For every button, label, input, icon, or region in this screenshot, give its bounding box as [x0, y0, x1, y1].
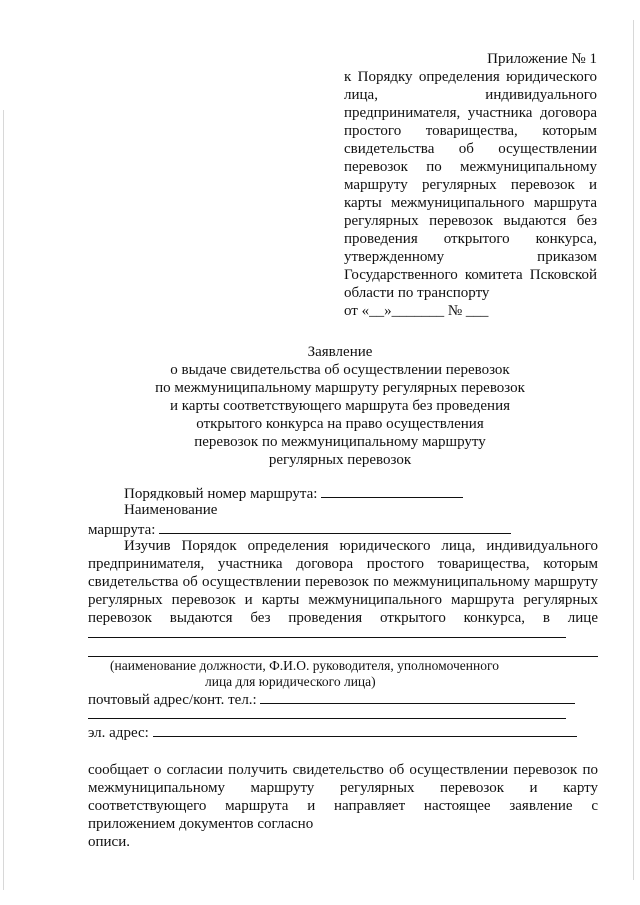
appendix-order-reference: от «__»_______ № ___ [344, 303, 489, 319]
postal-address-row [88, 689, 575, 709]
route-name-label-cont: маршрута: [88, 522, 156, 538]
body-line: свидетельства об осуществлении перевозок по межмуниципальному маршруту [88, 574, 598, 590]
email-field[interactable] [153, 722, 577, 737]
body-line: Изучив Порядок определения юридического лица, индивидуального [124, 538, 598, 554]
route-number-row [124, 483, 463, 503]
postal-address-label: почтовый адрес/конт. тел.: [88, 692, 257, 708]
route-name-row [88, 519, 511, 539]
statement-title: Заявление [307, 344, 373, 360]
consent-line: сообщает о согласии получить свидетельство об осуществлении перевозок по [88, 762, 598, 778]
statement-subtitle-line: регулярных перевозок [268, 452, 412, 468]
consent-paragraph [88, 761, 598, 851]
body-paragraph [88, 537, 598, 627]
statement-subtitle-line: и карты соответствующего маршрута без проведения [169, 398, 511, 414]
representative-caption-2: лица для юридического лица) [205, 674, 376, 689]
route-name-label: Наименование [124, 502, 218, 518]
scan-edge-mark [3, 110, 4, 890]
body-line: регулярных перевозок и карты межмуниципального маршрута регулярных [88, 592, 598, 608]
postal-address-field-line-2[interactable] [88, 718, 566, 719]
consent-line: межмуниципальному маршруту регулярных перевозок и карту [88, 780, 598, 796]
appendix-title: Приложение № 1 [487, 51, 597, 67]
statement-subtitle-line: открытого конкурса на право осуществления [196, 416, 484, 432]
consent-line: описи. [88, 834, 130, 850]
body-line: предпринимателя, участника договора простого товарищества, которым [88, 556, 598, 572]
scan-edge-mark [633, 20, 634, 880]
route-name-field[interactable] [159, 519, 511, 534]
route-number-field[interactable] [321, 483, 463, 498]
body-line: перевозок выдаются без проведения открытого конкурса, в лице [88, 610, 598, 626]
email-row [88, 722, 577, 742]
consent-line: соответствующего маршрута и направляет настоящее заявление с [88, 798, 598, 814]
postal-address-field[interactable] [260, 689, 575, 704]
statement-subtitle-line: перевозок по межмуниципальному маршруту [194, 434, 486, 450]
statement-heading [80, 343, 600, 469]
route-number-label: Порядковый номер маршрута: [124, 486, 318, 502]
appendix-text: к Порядку определения юридического лица, индивидуального предпринимателя, участника договора простого товарищества, которым свидетельства об осуществлении перевозок по межмуниципальному маршруту регулярных перевозок и карты межмуниципального маршрута регулярных перевозок выдаются без проведения открытого конкурса, утвержденному приказом Государственного комитета Псковской области по транспорту [344, 69, 597, 301]
consent-line: приложением документов согласно [88, 816, 314, 832]
appendix-block [344, 50, 597, 320]
representative-field-line-1[interactable] [88, 637, 566, 638]
statement-subtitle-line: по межмуниципальному маршруту регулярных перевозок [155, 380, 525, 396]
email-label: эл. адрес: [88, 725, 149, 741]
representative-caption-1: (наименование должности, Ф.И.О. руководителя, уполномоченного [110, 658, 499, 673]
statement-subtitle-line: о выдаче свидетельства об осуществлении перевозок [170, 362, 510, 378]
